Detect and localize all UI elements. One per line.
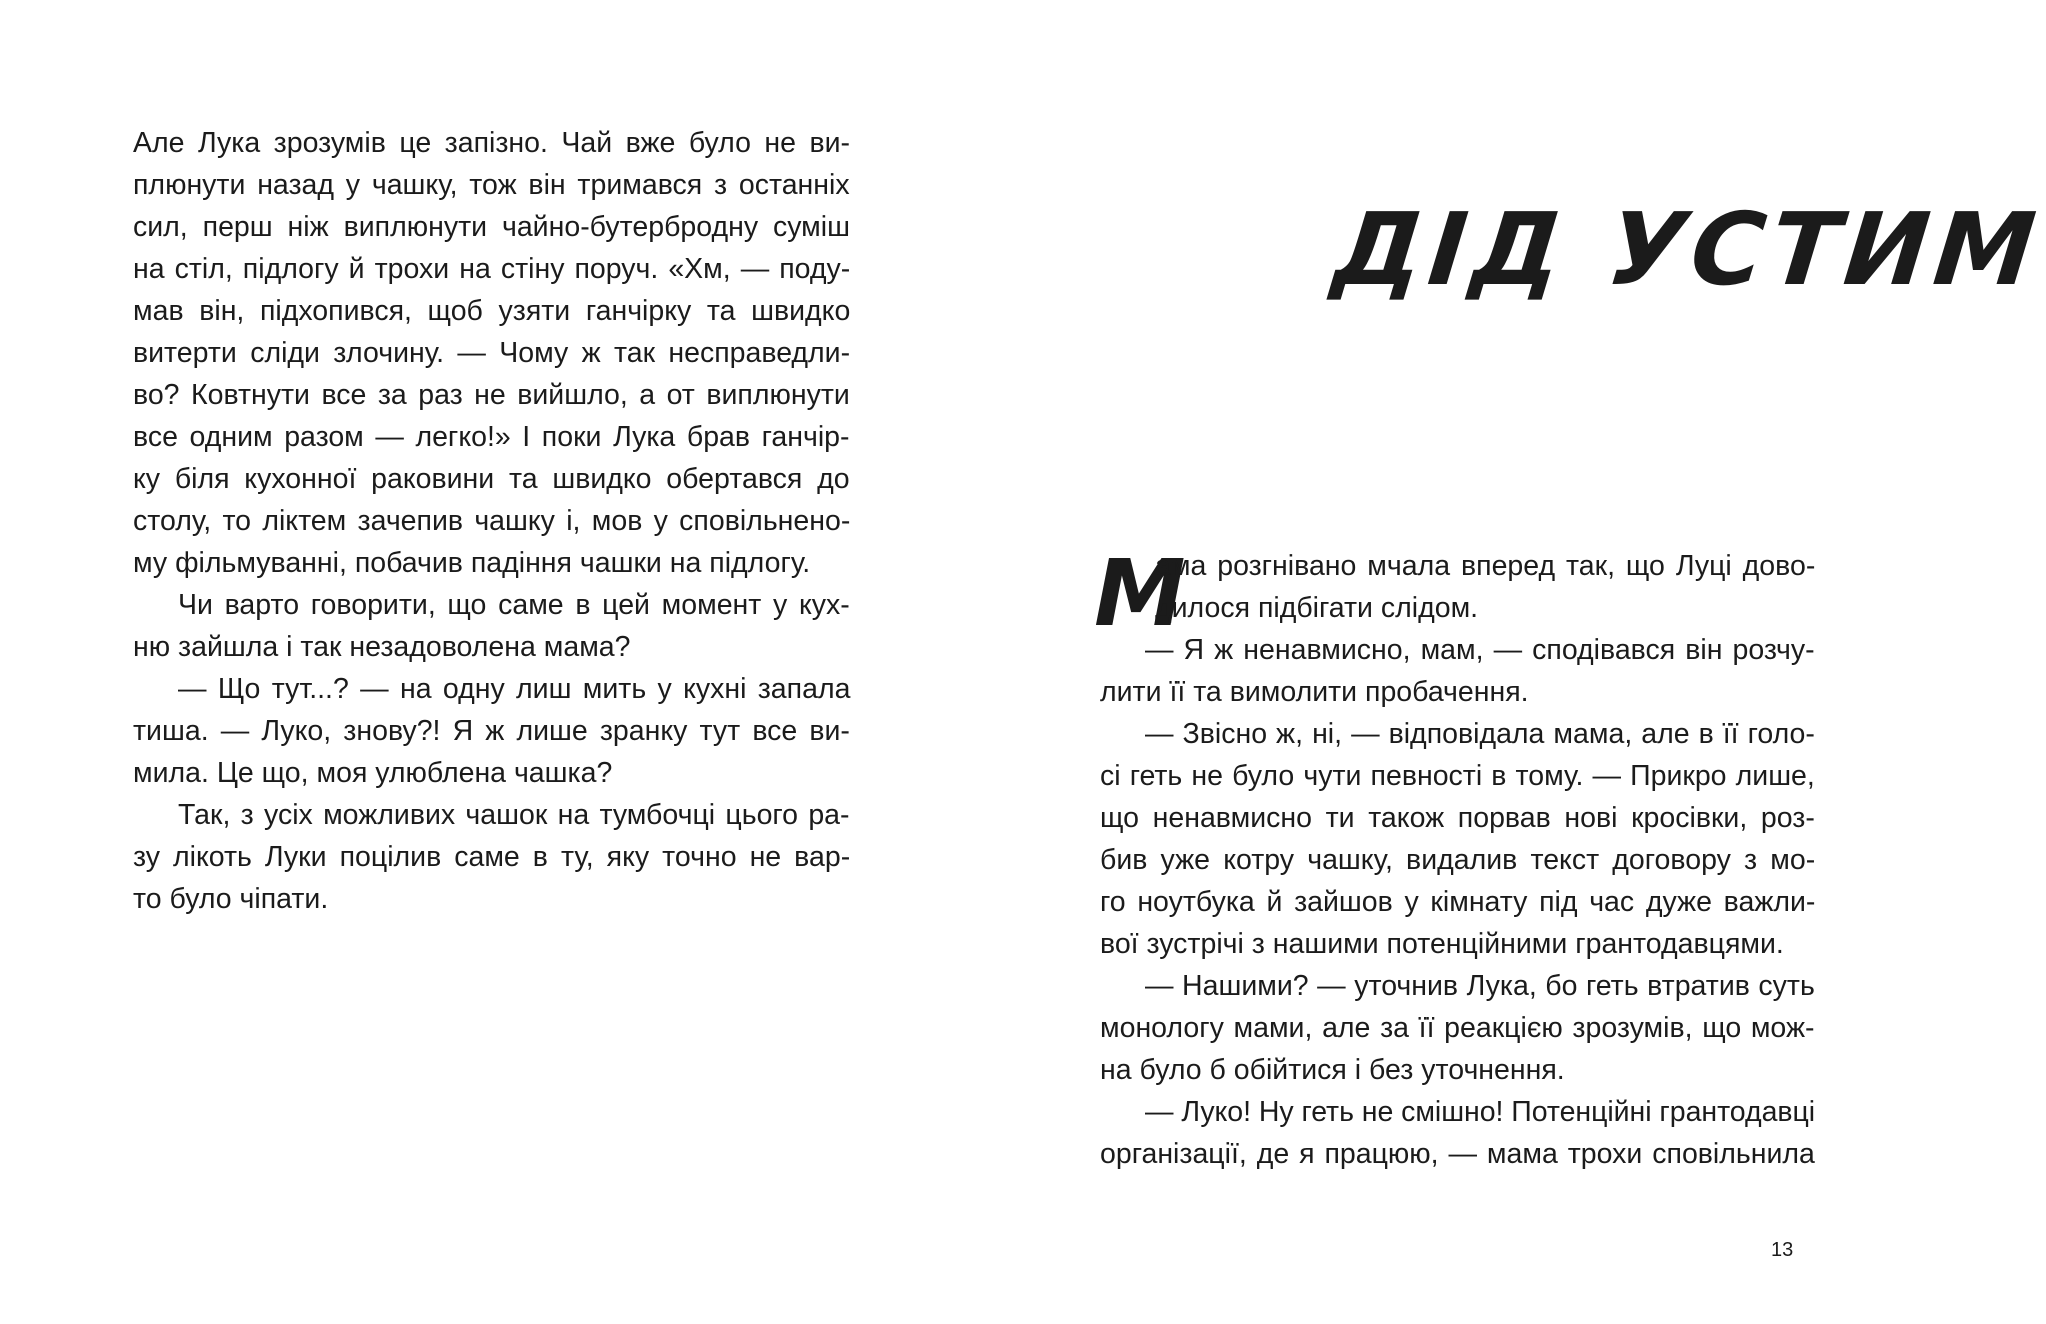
text-line: вої зустрічі з нашими потенційними грантодавцями. [1100, 928, 1784, 960]
text-line: плюнути назад у чашку, тож він тримався з останніх [133, 169, 850, 201]
page-number: 13 [1771, 1239, 1794, 1261]
text-line: мав він, підхопився, щоб узяти ганчірку та швидко [133, 295, 851, 327]
text-line: Але Лука зрозумів це запізно. Чай вже було не ви- [133, 127, 851, 159]
text-line: організації, де я працюю, — мама трохи сповільнила [1100, 1138, 1815, 1170]
text-line: сі геть не було чути певності в тому. — Прикро лише, [1100, 760, 1815, 792]
text-line: ню зайшла і так незадоволена мама? [133, 631, 631, 663]
text-line: столу, то ліктем зачепив чашку і, мов у сповільнено- [133, 505, 851, 537]
text-line: Чи варто говорити, що саме в цей момент у кух- [178, 589, 850, 621]
text-line: ама розгнівано мчала вперед так, що Луці дово- [1155, 550, 1816, 582]
text-line: лити її та вимолити пробачення. [1100, 676, 1529, 708]
text-line: на стіл, підлогу й трохи на стіну поруч. «Хм, — поду- [133, 253, 851, 285]
text-line: бив уже котру чашку, видалив текст договору з мо- [1100, 844, 1816, 876]
text-line: дилося підбігати слідом. [1155, 592, 1479, 624]
text-line: — Звісно ж, ні, — відповідала мама, але в її голо- [1145, 718, 1815, 750]
text-line: витерти сліди злочину. — Чому ж так несправедли- [133, 337, 851, 369]
text-line: — Я ж ненавмисно, мам, — сподівався він розчу- [1145, 634, 1815, 666]
text-line: — Нашими? — уточнив Лука, бо геть втратив суть [1145, 970, 1815, 1002]
text-line: му фільмуванні, побачив падіння чашки на підлогу. [133, 547, 811, 579]
text-line: го ноутбука й зайшов у кімнату під час дуже важли- [1100, 886, 1816, 918]
text-line: то було чіпати. [133, 883, 329, 915]
drop-cap: М [1094, 540, 1186, 647]
text-line: — Луко! Ну геть не смішно! Потенційні грантодавці [1145, 1096, 1816, 1128]
text-line: зу лікоть Луки поцілив саме в ту, яку точно не вар- [133, 841, 851, 873]
text-line: що ненавмисно ти також порвав нові кросівки, роз- [1100, 802, 1815, 834]
text-line: на було б обійтися і без уточнення. [1100, 1054, 1565, 1086]
text-line: мила. Це що, моя улюблена чашка? [133, 757, 613, 789]
text-line: все одним разом — легко!» І поки Лука брав ганчір- [133, 421, 850, 453]
text-line: сил, перш ніж виплюнути чайно-бутербродну суміш [133, 211, 850, 243]
text-line: Так, з усіх можливих чашок на тумбочці цього ра- [178, 799, 850, 831]
text-line: монологу мами, але за її реакцією зрозумів, що мож- [1100, 1012, 1815, 1044]
text-line: во? Ковтнути все за раз не вийшло, а от виплюнути [133, 379, 850, 411]
text-line: тиша. — Луко, знову?! Я ж лише зранку тут все ви- [133, 715, 850, 747]
text-line: ку біля кухонної раковини та швидко обертався до [133, 463, 850, 495]
text-line: — Що тут...? — на одну лиш мить у кухні запала [178, 673, 851, 705]
chapter-title: ДІД УСТИМ [1328, 191, 2046, 308]
